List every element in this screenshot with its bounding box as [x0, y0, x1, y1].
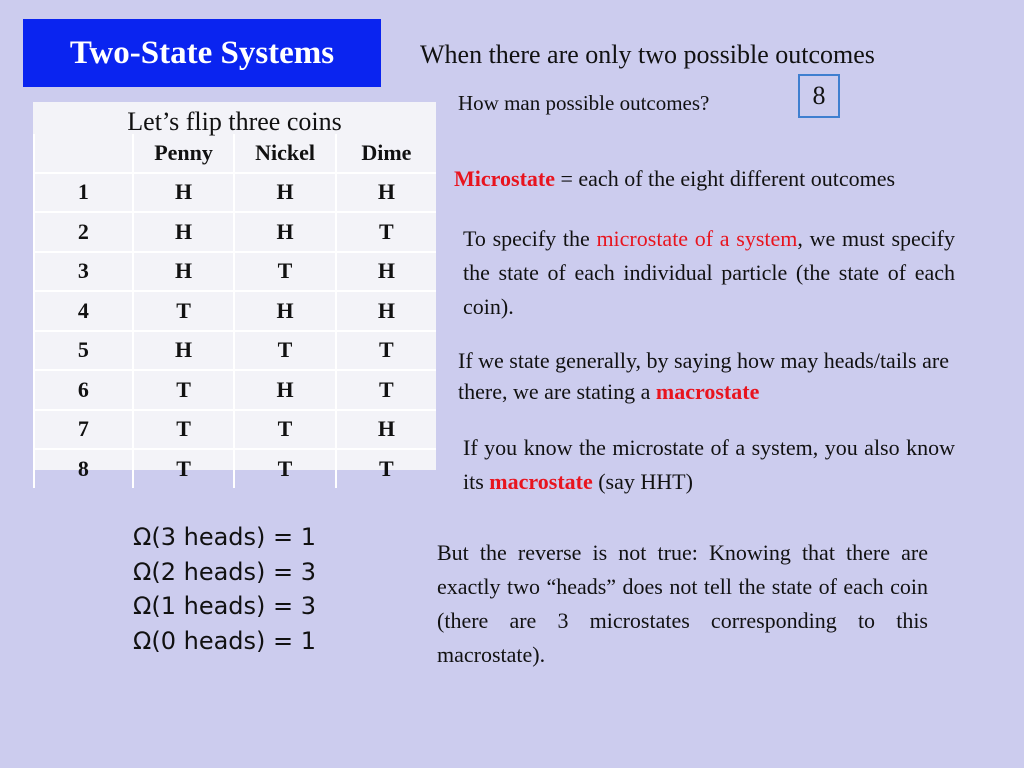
omega-equation: Ω(1 heads) = 3 — [133, 592, 317, 620]
table-row — [34, 291, 436, 331]
row-index: 7 — [34, 410, 133, 450]
nickel-cell: T — [234, 410, 336, 450]
penny-cell: T — [133, 449, 234, 488]
nickel-cell: H — [234, 173, 336, 213]
paragraph-macrostate — [458, 345, 978, 407]
row-index: 5 — [34, 331, 133, 371]
dime-cell: H — [336, 291, 436, 331]
dime-cell: T — [336, 331, 436, 371]
dime-cell: T — [336, 370, 436, 410]
penny-cell: H — [133, 252, 234, 292]
microstate-term: Microstate — [454, 166, 555, 191]
paragraph-know-microstate — [463, 431, 955, 499]
para2-text: If we state generally, by saying how may heads/tails are there, we are stating a — [458, 348, 949, 404]
dime-cell: T — [336, 449, 436, 488]
penny-cell: H — [133, 331, 234, 371]
row-index: 4 — [34, 291, 133, 331]
row-index: 1 — [34, 173, 133, 213]
question-text: How man possible outcomes? — [458, 91, 710, 115]
table-header-row — [34, 134, 436, 173]
penny-cell: H — [133, 173, 234, 213]
dime-cell: H — [336, 410, 436, 450]
slide-title: Two-State Systems — [23, 19, 381, 87]
row-index: 6 — [34, 370, 133, 410]
para3-text-b: (say HHT) — [592, 469, 693, 494]
microstate-definition-text: = each of the eight different outcomes — [555, 166, 896, 191]
coin-table-panel — [33, 102, 436, 481]
para3-text-a: If you know the microstate of a system, you also know its — [463, 435, 955, 494]
coin-table — [33, 134, 436, 488]
nickel-cell: T — [234, 252, 336, 292]
table-row — [34, 173, 436, 213]
omega-equations — [133, 520, 316, 658]
row-index: 8 — [34, 449, 133, 488]
dime-cell: H — [336, 252, 436, 292]
table-caption: Let’s flip three coins — [127, 107, 342, 136]
nickel-cell: T — [234, 331, 336, 371]
para2-highlight: macrostate — [655, 379, 760, 404]
penny-cell: H — [133, 212, 234, 252]
header-nickel: Nickel — [234, 134, 336, 173]
table-row — [34, 410, 436, 450]
omega-equation: Ω(0 heads) = 1 — [133, 626, 317, 655]
paragraph-microstate — [463, 222, 955, 324]
table-row — [34, 370, 436, 410]
table-row — [34, 212, 436, 252]
dime-cell: T — [336, 212, 436, 252]
nickel-cell: H — [234, 370, 336, 410]
omega-equation: Ω(3 heads) = 1 — [133, 523, 317, 551]
table-row — [34, 252, 436, 292]
omega-equation: Ω(2 heads) = 3 — [133, 557, 317, 586]
table-row — [34, 331, 436, 371]
nickel-cell: T — [234, 449, 336, 488]
headline: When there are only two possible outcomes — [420, 40, 875, 69]
header-index — [34, 134, 133, 173]
table-row — [34, 449, 436, 488]
nickel-cell: H — [234, 291, 336, 331]
microstate-definition — [454, 166, 895, 192]
para3-highlight: macrostate — [489, 469, 593, 494]
penny-cell: T — [133, 291, 234, 331]
para1-text-b: , we must specify the state of each individual particle (the state of each coin). — [463, 226, 955, 319]
para1-highlight: microstate of a system — [596, 226, 798, 251]
nickel-cell: H — [234, 212, 336, 252]
row-index: 3 — [34, 252, 133, 292]
header-penny: Penny — [133, 134, 234, 173]
paragraph-reverse: But the reverse is not true: Knowing that there are exactly two “heads” does not tell the state of each coin (there are 3 microstates corresponding to this macrostate). — [437, 540, 928, 667]
row-index: 2 — [34, 212, 133, 252]
dime-cell: H — [336, 173, 436, 213]
para1-text-a: To specify the — [463, 226, 597, 251]
answer-box: 8 — [798, 74, 840, 118]
header-dime: Dime — [336, 134, 436, 173]
penny-cell: T — [133, 370, 234, 410]
penny-cell: T — [133, 410, 234, 450]
